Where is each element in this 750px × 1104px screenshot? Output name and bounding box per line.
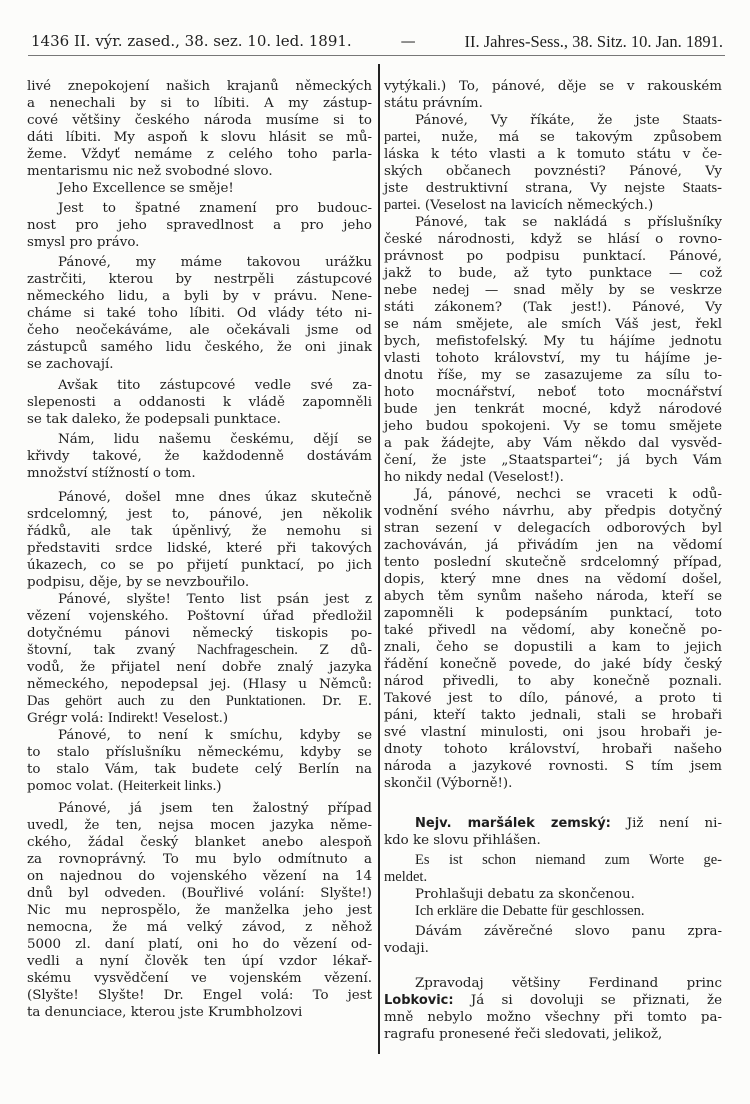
paragraph bbox=[27, 431, 372, 482]
text-line: ho nikdy nedal (Veselost!). bbox=[384, 470, 564, 485]
text-line: cháme si také toho líbiti. Od vlády této ni- bbox=[27, 306, 372, 321]
paragraph bbox=[384, 486, 722, 792]
text-line: vodnění svého návrhu, aby předpis dotyčný bbox=[384, 504, 722, 519]
text-segment: Již není ni- bbox=[610, 816, 722, 831]
text-line: státi zákonem? (Tak jest!). Pánové, Vy bbox=[384, 300, 722, 315]
header-german: II. Jahres-Sess., 38. Sitz. 10. Jan. 1891. bbox=[464, 32, 723, 51]
german-fraktur-text: Ich erkläre die Debatte für geschlossen. bbox=[415, 903, 645, 919]
text-line: Já, pánové, nechci se vraceti k odů- bbox=[415, 487, 722, 502]
text-line: mentarismu nic než svobodné slovo. bbox=[27, 164, 273, 179]
text-line bbox=[27, 693, 372, 710]
text-line: dnů byl odveden. (Bouřlivé volání: Slyšte!) bbox=[27, 886, 372, 901]
text-segment: jste destruktivní strana, Vy nejste bbox=[384, 181, 683, 196]
speaker-name: Lobkovic: bbox=[384, 993, 454, 1008]
german-fraktur-text: Das gehört auch zu den Punktationen. bbox=[27, 693, 306, 709]
text-line: představiti srdce lidské, které při takových bbox=[27, 541, 372, 556]
right-column bbox=[384, 78, 722, 1043]
text-line: německého, nepodepsal jej. (Hlasy u Němců: bbox=[27, 677, 372, 692]
german-fraktur-text: meldet. bbox=[384, 869, 428, 885]
text-line: smysl pro právo. bbox=[27, 235, 140, 250]
text-line: nost pro jeho spravedlnost a pro jeho bbox=[27, 218, 372, 233]
text-line: národa a jazykové rovnosti. S tím jsem bbox=[384, 759, 722, 774]
text-line: německého lidu, a byli by v právu. Nene- bbox=[27, 289, 372, 304]
text-line: skému vysvědčení ve vojenském vězení. bbox=[27, 971, 372, 986]
text-segment: Já si dovoluji se přiznati, že bbox=[453, 993, 722, 1008]
text-line: žeme. Vždyť nemáme z celého toho parla- bbox=[27, 147, 372, 162]
column-divider bbox=[378, 64, 380, 1054]
text-line: mně nebylo možno všechny při tomto pa- bbox=[384, 1010, 722, 1025]
page-header bbox=[31, 32, 723, 52]
text-line: podpisu, děje, by se nevzbouřilo. bbox=[27, 575, 250, 590]
text-segment: (Veselost na lavicích německých.) bbox=[420, 198, 654, 213]
text-line: Zpravodaj většiny Ferdinand princ bbox=[415, 976, 722, 991]
header-dash: — bbox=[400, 32, 416, 50]
text-line: 5000 zl. daní platí, oni ho do vězení od- bbox=[27, 937, 372, 952]
text-line: bude jen tenkrát mocné, když národové bbox=[384, 402, 722, 417]
text-line: řádění konečně povede, do jaké bídy český bbox=[384, 657, 722, 672]
text-line: páni, kteří takto jednali, stali se hrobaři bbox=[384, 708, 722, 723]
text-line bbox=[384, 180, 722, 197]
text-line: Pánové, já jsem ten žalostný případ bbox=[58, 801, 372, 816]
text-segment: Veselost.) bbox=[158, 711, 229, 726]
german-fraktur-text: Nachfrageschein. bbox=[196, 642, 298, 658]
paragraph bbox=[27, 489, 372, 591]
text-line bbox=[384, 112, 722, 129]
text-line bbox=[384, 869, 722, 886]
text-line: dnotu říše, my se zasazujeme za sílu to- bbox=[384, 368, 722, 383]
text-segment: štovní, tak zvaný bbox=[27, 643, 197, 658]
text-line: se nám smějete, ale smích Váš jest, řekl bbox=[384, 317, 722, 332]
german-fraktur-text: partei, bbox=[384, 129, 421, 145]
text-line: zachováván, já přivádím jen na vědomí bbox=[384, 538, 722, 553]
german-fraktur-text: Indirekt! bbox=[107, 710, 159, 726]
german-fraktur-text: Staats- bbox=[682, 112, 722, 128]
text-segment: Z dů- bbox=[297, 643, 372, 658]
text-line: Takové jest to dílo, pánové, a proto ti bbox=[384, 691, 722, 706]
text-line: on najednou do vojenského vězení na 14 bbox=[27, 869, 372, 884]
text-line: cové většiny českého národa musíme si to bbox=[27, 113, 372, 128]
speaker-name: Nejv. maršálek zemský: bbox=[415, 816, 611, 831]
text-line: zástupců samého lidu českého, že oni jinak bbox=[27, 340, 372, 355]
text-line: Jeho Excellence se směje! bbox=[58, 181, 234, 196]
text-line: a nenechali by si to líbiti. A my zástup- bbox=[27, 96, 372, 111]
paragraph bbox=[384, 214, 722, 486]
text-line: vedli a nyní člověk ten úpí vzdor lékař- bbox=[27, 954, 372, 969]
text-line bbox=[27, 642, 372, 659]
text-line: bych, mefistofelský. My tu hájíme jednotu bbox=[384, 334, 722, 349]
text-line: se zachovají. bbox=[27, 357, 114, 372]
text-line: národ přivedli, to aby konečně poznali. bbox=[384, 674, 722, 689]
german-fraktur-text: Staats- bbox=[682, 180, 722, 196]
text-line: čeho neočekáváme, ale očekávali jsme od bbox=[27, 323, 372, 338]
text-line: Pánové, došel mne dnes úkaz skutečně bbox=[58, 490, 372, 505]
paragraph bbox=[27, 377, 372, 428]
text-line: Nic mu neprospělo, že manželka jeho jest bbox=[27, 903, 372, 918]
text-line bbox=[384, 903, 722, 920]
text-line: vlasti tohoto království, my tu hájíme je- bbox=[384, 351, 722, 366]
text-line: Jest to špatné znamení pro budouc- bbox=[58, 201, 372, 216]
text-line: Prohlašuji debatu za skončenou. bbox=[415, 887, 635, 902]
text-line: za rovnoprávný. To mu bylo odmítnuto a bbox=[27, 852, 372, 867]
text-line: také přivedl na vědomí, aby konečně po- bbox=[384, 623, 722, 638]
text-line: státu právním. bbox=[384, 96, 483, 111]
text-line: zastrčiti, kterou by nestrpěli zástupcové bbox=[27, 272, 372, 287]
text-line: dáti líbiti. My aspoň k slovu hlásit se mů- bbox=[27, 130, 372, 145]
text-line: Pánové, my máme takovou urážku bbox=[58, 255, 372, 270]
text-line: láska k této vlasti a k tomuto státu v če- bbox=[384, 147, 722, 162]
paragraph bbox=[27, 727, 372, 795]
paragraph bbox=[384, 112, 722, 214]
german-fraktur-text: Es ist schon niemand zum Worte ge- bbox=[415, 852, 722, 868]
text-line: české národnosti, když se hlásí o rovno- bbox=[384, 232, 722, 247]
text-line: abych těm synům našeho národa, kteří se bbox=[384, 589, 722, 604]
text-line: nemocna, že má velký závod, z něhož bbox=[27, 920, 372, 935]
header-rule bbox=[28, 55, 725, 56]
paragraph bbox=[27, 78, 372, 180]
paragraph bbox=[384, 815, 722, 849]
text-line: nebe nedej — snad měly by se veskrze bbox=[384, 283, 722, 298]
text-line bbox=[384, 992, 722, 1009]
text-segment: Grégr volá: bbox=[27, 711, 108, 726]
text-line: své vlastní minulosti, oni jsou hrobaři je- bbox=[384, 725, 722, 740]
text-line bbox=[27, 710, 372, 727]
text-line: uvedl, že ten, nejsa mocen jazyka něme- bbox=[27, 818, 372, 833]
text-line: vodů, že přijatel není dobře znalý jazyka bbox=[27, 660, 372, 675]
text-line bbox=[27, 778, 372, 795]
text-line: hoto mocnářství, neboť toto mocnářství bbox=[384, 385, 722, 400]
left-column bbox=[27, 78, 372, 1021]
text-line: skončil (Výborně!). bbox=[384, 776, 513, 791]
text-line bbox=[384, 852, 722, 869]
paragraph bbox=[27, 200, 372, 251]
paragraph bbox=[384, 903, 722, 920]
text-line: křivdy takové, že každodenně dostávám bbox=[27, 449, 372, 464]
text-line: vězení vojenského. Poštovní úřad předložil bbox=[27, 609, 372, 624]
text-line: dopis, který mne dnes na vědomí došel, bbox=[384, 572, 722, 587]
text-line: ta denunciace, kterou jste Krumbholzovi bbox=[27, 1005, 303, 1020]
text-line: čení, že jste „Staatspartei“; já bych Vám bbox=[384, 453, 722, 468]
paragraph bbox=[384, 975, 722, 1043]
text-line: to stalo příslušníku německému, kdyby se bbox=[27, 745, 372, 760]
paragraph bbox=[27, 180, 372, 197]
text-line bbox=[384, 129, 722, 146]
text-line: stran sezení v delegacích odborových byl bbox=[384, 521, 722, 536]
text-line: dnoty tohoto království, hrobaři našeho bbox=[384, 742, 722, 757]
text-line: množství stížností o tom. bbox=[27, 466, 196, 481]
paragraph bbox=[27, 591, 372, 727]
paragraph bbox=[384, 923, 722, 957]
text-line: dotyčnému pánovi německý tiskopis po- bbox=[27, 626, 372, 641]
text-segment: nuže, má se takovým způsobem bbox=[420, 130, 722, 145]
paragraph bbox=[384, 852, 722, 886]
text-segment: Dr. E. bbox=[305, 694, 373, 709]
text-line: livé znepokojení našich krajanů německých bbox=[27, 79, 372, 94]
german-fraktur-text: (Heiterkeit links.) bbox=[117, 778, 222, 794]
text-line: tento poslední skutečně srdcelomný případ, bbox=[384, 555, 722, 570]
text-line: vodaji. bbox=[384, 941, 429, 956]
text-line: Avšak tito zástupcové vedle své za- bbox=[58, 378, 372, 393]
text-line: úkazech, co se po přijetí punktací, po jich bbox=[27, 558, 372, 573]
text-line: se tak daleko, že podepsali punktace. bbox=[27, 412, 281, 427]
paragraph bbox=[384, 886, 722, 903]
text-line: řádků, ale tak úpěnlivý, že nemohu si bbox=[27, 524, 372, 539]
text-line: jeho budou spokojeni. Vy se tomu smějete bbox=[384, 419, 722, 434]
text-line: Nám, lidu našemu českému, dějí se bbox=[58, 432, 372, 447]
text-line: znali, čeho se dopustili a kam to jejich bbox=[384, 640, 722, 655]
text-line: Pánové, to není k smíchu, kdyby se bbox=[58, 728, 372, 743]
header-czech: 1436 II. výr. zased., 38. sez. 10. led. 1891. bbox=[31, 32, 352, 50]
text-line: jakž to bude, až tyto punktace — což bbox=[384, 266, 722, 281]
text-line: ragrafu pronesené řeči sledovati, jelikož, bbox=[384, 1027, 663, 1042]
text-line: Pánové, slyšte! Tento list psán jest z bbox=[58, 592, 372, 607]
text-line: to stalo Vám, tak budete celý Berlín na bbox=[27, 762, 372, 777]
text-line: vytýkali.) To, pánové, děje se v rakouském bbox=[384, 79, 722, 94]
text-line: slepenosti a oddanosti k vládě zapomněli bbox=[27, 395, 372, 410]
text-line: kdo ke slovu přihlášen. bbox=[384, 833, 541, 848]
text-line: ských občanech povznésti? Pánové, Vy bbox=[384, 164, 722, 179]
text-segment: Pánové, Vy říkáte, že jste bbox=[415, 113, 683, 128]
paragraph bbox=[27, 800, 372, 1021]
text-line bbox=[384, 197, 722, 214]
paragraph bbox=[27, 254, 372, 373]
german-fraktur-text: partei. bbox=[384, 197, 421, 213]
text-line: Pánové, tak se nakládá s příslušníky bbox=[415, 215, 722, 230]
text-segment: pomoc volat. bbox=[27, 779, 118, 794]
text-line bbox=[384, 815, 722, 832]
text-line: srdcelomný, jest to, pánové, jen několik bbox=[27, 507, 372, 522]
text-line: (Slyšte! Slyšte! Dr. Engel volá: To jest bbox=[27, 988, 372, 1003]
text-line: právnost po podpisu punktací. Pánové, bbox=[384, 249, 722, 264]
paragraph bbox=[384, 78, 722, 112]
text-line: ckého, žádal český blanket anebo alespoň bbox=[27, 835, 372, 850]
text-line: a pak žádejte, aby Vám někdo dal vysvěd- bbox=[384, 436, 722, 451]
text-line: zapomněli k podepsáním punktací, toto bbox=[384, 606, 722, 621]
text-line: Dávám závěrečné slovo panu zpra- bbox=[415, 924, 722, 939]
